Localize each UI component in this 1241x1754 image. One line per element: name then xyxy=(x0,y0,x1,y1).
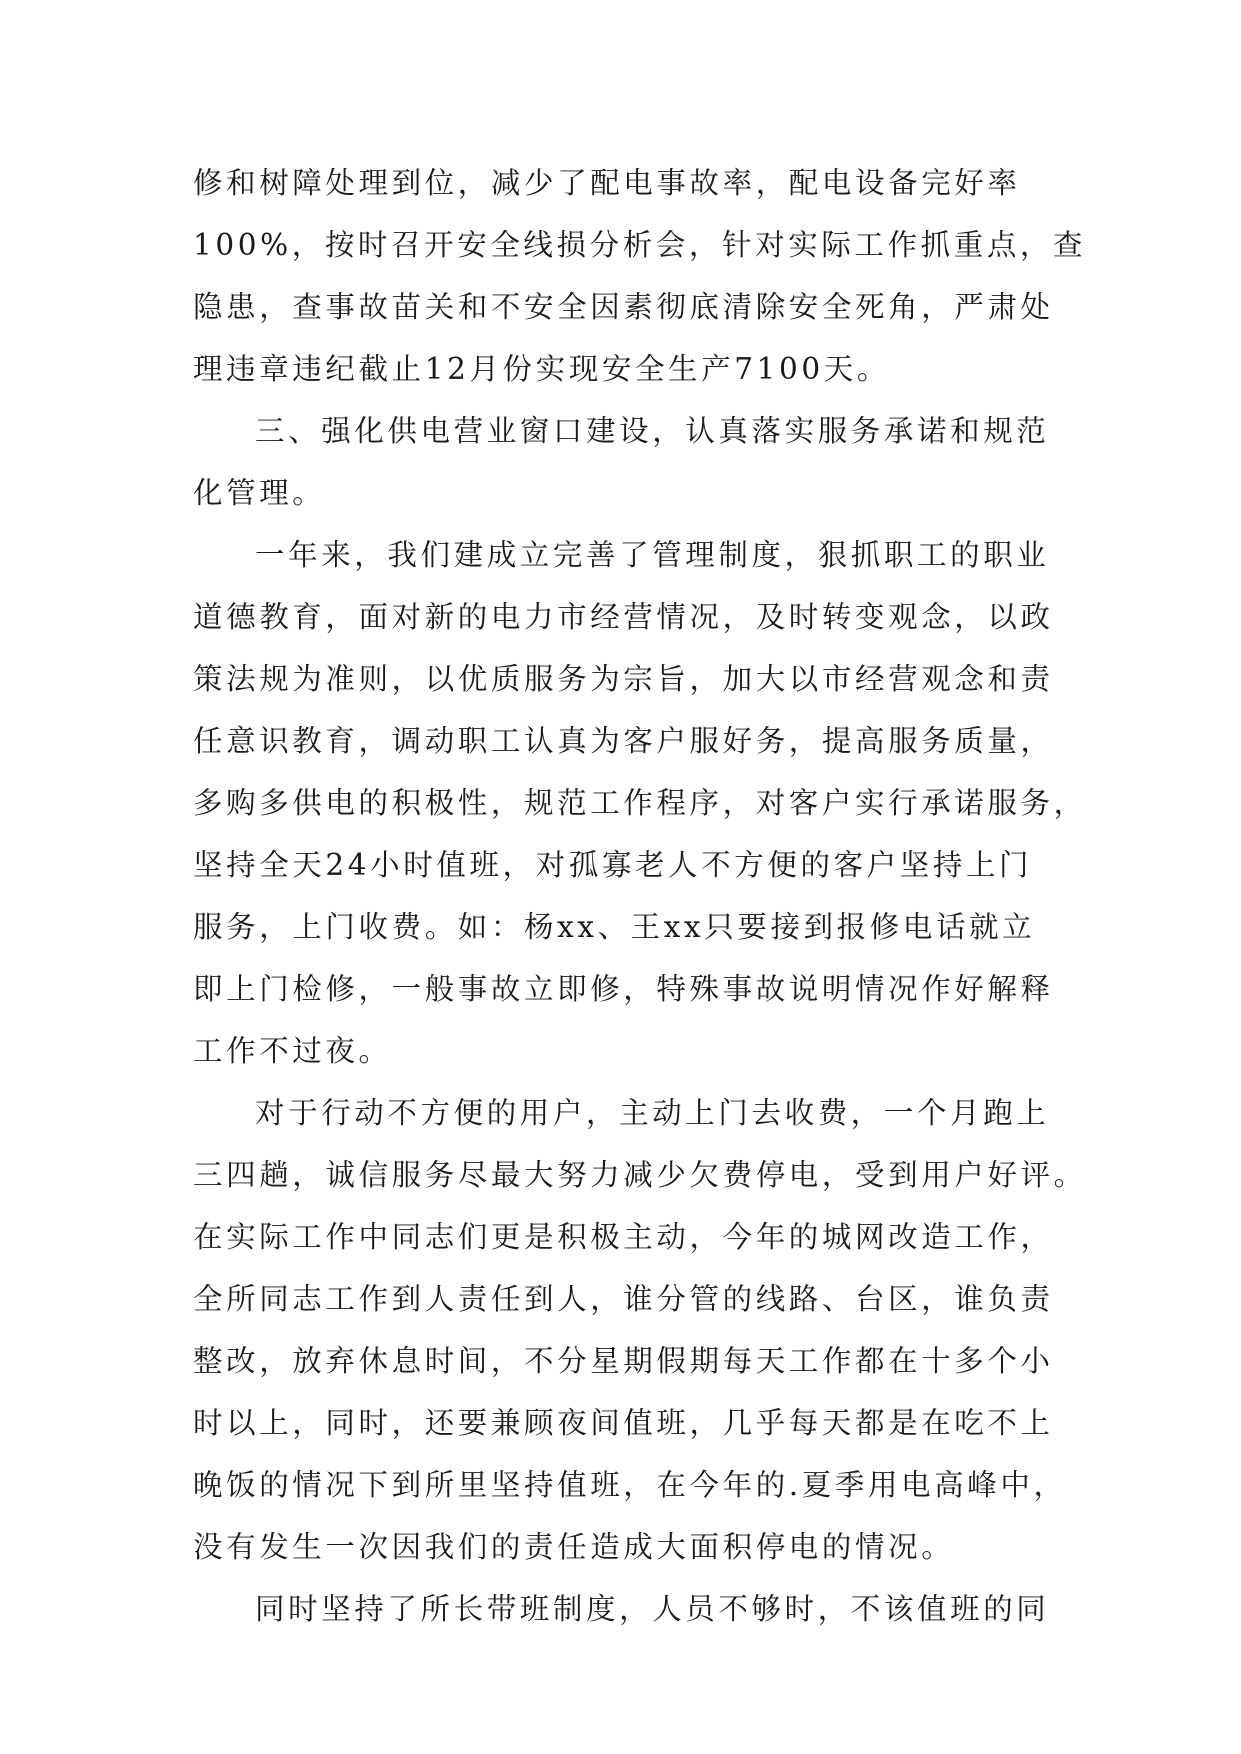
text-line: 三、强化供电营业窗口建设，认真落实服务承诺和规范 xyxy=(255,414,1050,448)
text-line: 一年来，我们建成立完善了管理制度，狠抓职工的职业 xyxy=(255,538,1050,572)
text-line: 在实际工作中同志们更是积极主动，今年的城网改造工作， xyxy=(193,1220,1054,1254)
text-line: 化管理。 xyxy=(193,476,326,510)
text-line: 100%，按时召开安全线损分析会，针对实际工作抓重点，查 xyxy=(193,228,1087,262)
text-line: 对于行动不方便的用户，主动上门去收费，一个月跑上 xyxy=(255,1096,1050,1130)
text-line: 三四趟，诚信服务尽最大努力减少欠费停电，受到用户好评。 xyxy=(193,1158,1087,1192)
text-line: 修和树障处理到位，减少了配电事故率，配电设备完好率 xyxy=(193,166,1021,200)
text-line: 策法规为准则，以优质服务为宗旨，加大以市经营观念和责 xyxy=(193,662,1054,696)
text-line: 工作不过夜。 xyxy=(193,1034,392,1068)
text-line: 坚持全天24小时值班，对孤寡老人不方便的客户坚持上门 xyxy=(193,848,1033,882)
text-line: 晚饭的情况下到所里坚持值班，在今年的.夏季用电高峰中， xyxy=(193,1468,1067,1502)
text-line: 道德教育，面对新的电力市经营情况，及时转变观念，以政 xyxy=(193,600,1054,634)
text-line: 同时坚持了所长带班制度，人员不够时，不该值班的同 xyxy=(255,1592,1050,1626)
text-line: 时以上，同时，还要兼顾夜间值班，几乎每天都是在吃不上 xyxy=(193,1406,1054,1440)
text-line: 任意识教育，调动职工认真为客户服好务，提高服务质量， xyxy=(193,724,1054,758)
text-line: 即上门检修，一般事故立即修，特殊事故说明情况作好解释 xyxy=(193,972,1054,1006)
text-line: 服务，上门收费。如：杨xx、王xx只要接到报修电话就立 xyxy=(193,910,1036,944)
text-line: 隐患，查事故苗关和不安全因素彻底清除安全死角，严肃处 xyxy=(193,290,1054,324)
text-line: 多购多供电的积极性，规范工作程序，对客户实行承诺服务， xyxy=(193,786,1087,820)
text-line: 没有发生一次因我们的责任造成大面积停电的情况。 xyxy=(193,1530,955,1564)
text-line: 理违章违纪截止12月份实现安全生产7100天。 xyxy=(193,352,890,386)
document-body xyxy=(193,152,1087,1640)
text-line: 整改，放弃休息时间，不分星期假期每天工作都在十多个小 xyxy=(193,1344,1054,1378)
text-line: 全所同志工作到人责任到人，谁分管的线路、台区，谁负责 xyxy=(193,1282,1054,1316)
